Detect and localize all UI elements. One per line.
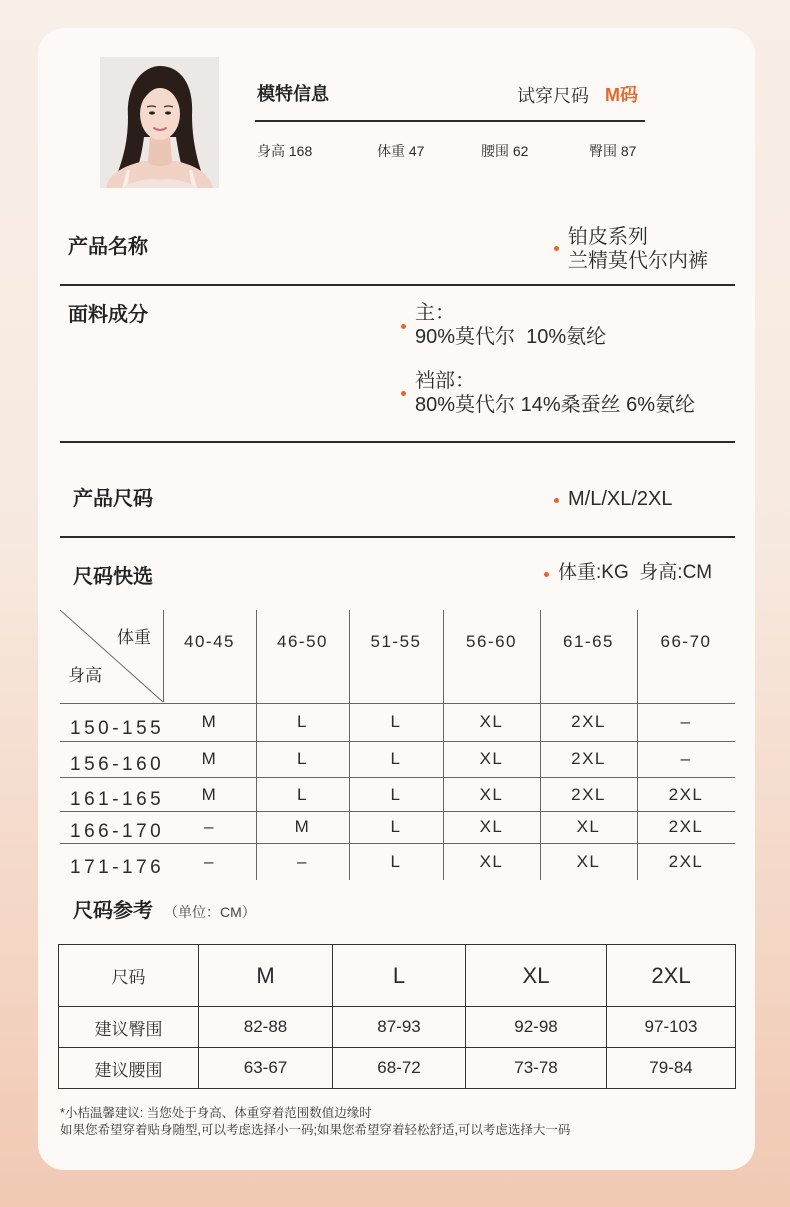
ref-row-label: 建议臀围 <box>59 1007 199 1048</box>
ref-header-cell: L <box>333 945 466 1007</box>
height-row-label: 171-176 <box>70 857 165 878</box>
model-stat-waist <box>481 141 528 161</box>
stat-value: 47 <box>408 143 425 159</box>
stat-label: 体重 <box>377 143 405 159</box>
height-row-label: 150-155 <box>70 718 165 739</box>
quick-cell: L <box>390 712 402 731</box>
ref-cell: 68-72 <box>333 1048 466 1089</box>
quick-cell: XL <box>479 712 504 731</box>
fabric-label: 面料成分 <box>68 304 148 326</box>
tip-line-1: *小桔温馨建议: 当您处于身高、体重穿着范围数值边缘时 <box>60 1106 372 1120</box>
quick-cell: 2XL <box>571 749 606 768</box>
ref-header-cell: XL <box>466 945 607 1007</box>
ref-cell: 97-103 <box>607 1007 736 1048</box>
product-sizes-label: 产品尺码 <box>73 488 153 510</box>
quick-select-label: 尺码快选 <box>73 566 153 588</box>
quick-cell: XL <box>576 817 601 836</box>
fabric-main-value: 90%莫代尔 10%氨纶 <box>415 326 607 348</box>
quick-cell: XL <box>479 817 504 836</box>
section-divider <box>60 284 735 286</box>
weight-header: 66-70 <box>660 632 712 651</box>
weight-header: 40-45 <box>184 632 235 651</box>
ref-cell: 63-67 <box>199 1048 333 1089</box>
model-stat-hip <box>589 141 636 161</box>
section-divider <box>60 536 735 538</box>
weight-header: 46-50 <box>277 632 328 651</box>
corner-height-label: 身高 <box>68 666 102 685</box>
ref-cell: 92-98 <box>466 1007 607 1048</box>
quick-cell: L <box>297 749 308 768</box>
bullet-dot <box>401 391 406 396</box>
stat-label: 腰围 <box>481 143 509 159</box>
height-row-label: 161-165 <box>70 789 165 810</box>
weight-header: 56-60 <box>466 632 517 651</box>
stat-value: 62 <box>512 143 529 159</box>
quick-cell: L <box>390 785 402 804</box>
model-photo <box>100 57 219 188</box>
section-divider <box>60 441 735 443</box>
ref-cell: 87-93 <box>333 1007 466 1048</box>
quick-cell: 2XL <box>668 852 704 871</box>
quick-cell: 2XL <box>668 817 704 836</box>
quick-cell: L <box>297 785 308 804</box>
size-reference-unit: （单位：CM） <box>164 904 256 920</box>
ref-row-label: 建议腰围 <box>59 1048 199 1089</box>
ref-header-cell: 2XL <box>607 945 736 1007</box>
ref-cell: 82-88 <box>199 1007 333 1048</box>
quick-cell: 2XL <box>571 785 606 804</box>
weight-header: 61-65 <box>563 632 614 651</box>
height-row-label: 156-160 <box>70 754 165 775</box>
model-portrait <box>100 57 219 188</box>
quick-cell: 2XL <box>571 712 606 731</box>
model-stat-height <box>257 141 312 161</box>
quick-cell: – <box>680 712 692 731</box>
stat-label: 臀围 <box>589 143 617 159</box>
stat-value: 168 <box>288 143 313 159</box>
quick-cell: M <box>201 749 218 768</box>
quick-cell: M <box>201 712 218 731</box>
model-stat-weight <box>377 141 424 161</box>
fit-size-label: 试穿尺码 <box>517 86 589 106</box>
ref-header-cell: 尺码 <box>59 945 199 1007</box>
quick-cell: L <box>390 852 402 871</box>
quick-cell: – <box>680 749 692 768</box>
bullet-dot <box>554 246 559 251</box>
quick-cell: L <box>297 712 308 731</box>
stat-label: 身高 <box>257 143 285 159</box>
fabric-main-title: 主： <box>415 302 455 324</box>
size-reference-table <box>58 944 736 1089</box>
quick-cell: M <box>294 817 311 836</box>
ref-cell: 79-84 <box>607 1048 736 1089</box>
quick-cell: XL <box>479 852 504 871</box>
quick-cell: XL <box>576 852 601 871</box>
quick-cell: L <box>390 749 402 768</box>
quick-cell: 2XL <box>668 785 704 804</box>
fit-size-value: M码 <box>605 85 638 105</box>
product-series: 铂皮系列 <box>568 226 648 248</box>
model-info-title: 模特信息 <box>257 84 329 104</box>
height-row-label: 166-170 <box>70 821 165 842</box>
quick-cell: XL <box>479 785 504 804</box>
quick-select-units: 体重:KG 身高:CM <box>558 562 713 583</box>
weight-header: 51-55 <box>370 632 422 651</box>
quick-cell: L <box>390 817 402 836</box>
product-sizes-value: M/L/XL/2XL <box>568 488 673 510</box>
quick-cell: – <box>204 817 215 836</box>
quick-cell: XL <box>479 749 504 768</box>
ref-header-cell: M <box>199 945 333 1007</box>
bullet-dot <box>401 324 406 329</box>
tip-line-2: 如果您希望穿着贴身随型,可以考虑选择小一码;如果您希望穿着轻松舒适,可以考虑选择大一码 <box>60 1123 571 1137</box>
fabric-crotch-title: 裆部： <box>415 370 475 392</box>
fabric-crotch-value: 80%莫代尔 14%桑蚕丝 6%氨纶 <box>415 394 696 416</box>
bullet-dot <box>544 572 549 577</box>
quick-cell: – <box>297 852 308 871</box>
product-name-value: 兰精莫代尔内裤 <box>568 250 708 272</box>
stat-value: 87 <box>620 143 637 159</box>
size-reference-label: 尺码参考 <box>73 900 153 922</box>
quick-cell: – <box>204 852 215 871</box>
ref-cell: 73-78 <box>466 1048 607 1089</box>
product-name-label: 产品名称 <box>68 236 148 258</box>
corner-weight-label: 体重 <box>117 628 151 647</box>
model-divider <box>255 120 645 122</box>
quick-cell: M <box>201 785 218 804</box>
bullet-dot <box>554 498 559 503</box>
